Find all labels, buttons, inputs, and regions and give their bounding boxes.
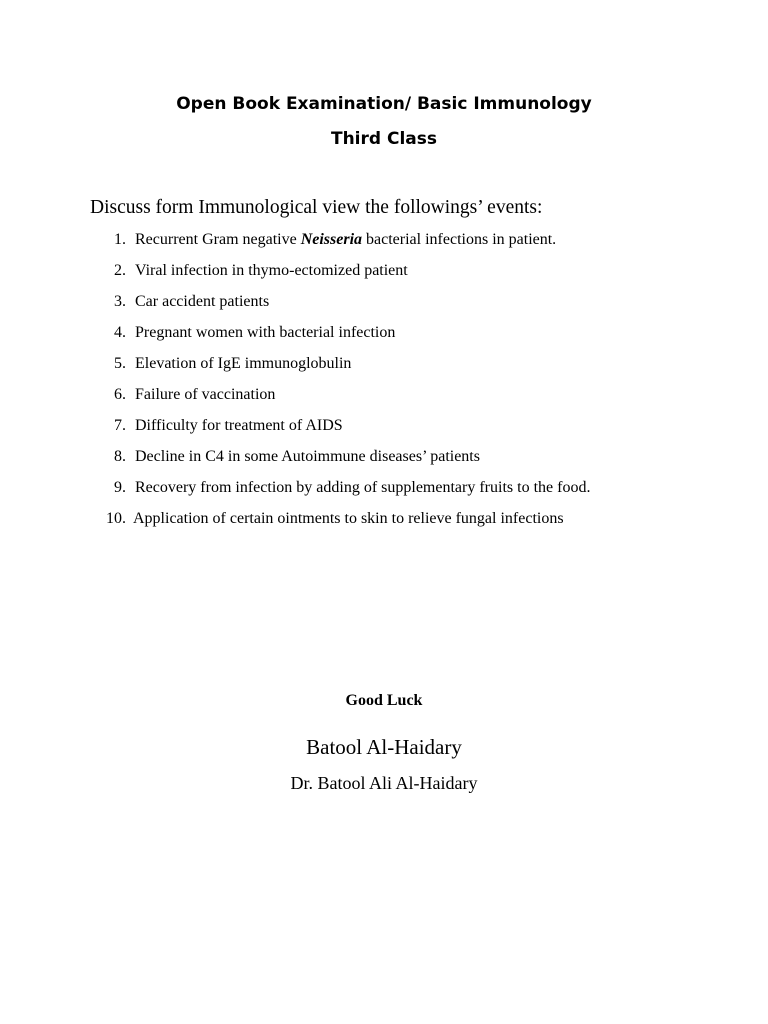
item-number: 1. [114, 231, 126, 248]
list-item [0, 321, 768, 352]
instruction-text: Discuss form Immunological view the followings’ events: [90, 197, 543, 218]
item-number: 7. [114, 417, 126, 434]
list-item [0, 228, 768, 259]
item-number: 10. [106, 510, 126, 527]
item-text: Difficulty for treatment of AIDS [135, 417, 343, 434]
signer-name: Dr. Batool Ali Al-Haidary [290, 773, 478, 793]
item-number: 4. [114, 324, 126, 341]
item-text [135, 228, 556, 252]
closing-text: Good Luck [345, 692, 423, 709]
item-number: 6. [114, 386, 126, 403]
list-item [0, 383, 768, 414]
list-item [0, 290, 768, 321]
item-text: Pregnant women with bacterial infection [135, 324, 396, 341]
list-item [0, 507, 768, 538]
signature: Batool Al-Haidary [306, 735, 462, 759]
item-text: Decline in C4 in some Autoimmune diseases’ patients [135, 448, 480, 465]
item-number: 2. [114, 262, 126, 279]
question-list [0, 228, 768, 538]
item-text-start: Recurrent Gram negative [135, 231, 301, 248]
item-number: 3. [114, 293, 126, 310]
item-text: Application of certain ointments to skin to relieve fungal infections [133, 510, 564, 527]
item-number: 8. [114, 448, 126, 465]
item-text: Recovery from infection by adding of supplementary fruits to the food. [135, 479, 591, 496]
item-text: Elevation of IgE immunoglobulin [135, 355, 352, 372]
class-label: Third Class [330, 129, 437, 149]
list-item [0, 445, 768, 476]
item-text: Car accident patients [135, 293, 270, 310]
item-text: Failure of vaccination [135, 386, 276, 403]
item-number: 9. [114, 479, 126, 496]
item-text-end: bacterial infections in patient. [362, 231, 557, 248]
exam-title: Open Book Examination/ Basic Immunology [176, 94, 592, 114]
item-number: 5. [114, 355, 126, 372]
item-text: Viral infection in thymo-ectomized patient [135, 262, 408, 279]
list-item [0, 476, 768, 507]
list-item [0, 414, 768, 445]
list-item [0, 352, 768, 383]
list-item [0, 259, 768, 290]
emphasis-organism: Neisseria [300, 231, 363, 248]
